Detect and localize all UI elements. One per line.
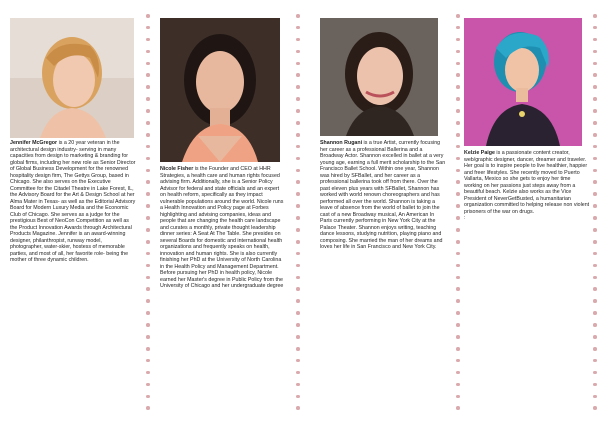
divider-dot <box>456 180 460 184</box>
divider-dot <box>593 121 597 125</box>
divider-dot <box>456 121 460 125</box>
divider-dot <box>593 383 597 387</box>
divider-dot <box>296 371 300 375</box>
divider-dot <box>146 228 150 232</box>
divider-dot <box>296 204 300 208</box>
divider-dot <box>593 406 597 410</box>
divider-dot <box>456 287 460 291</box>
divider-dot <box>593 192 597 196</box>
divider-dot <box>593 216 597 220</box>
bio-extra-kelzie: : <box>464 215 466 221</box>
divider-dot <box>296 26 300 30</box>
divider-dot <box>146 276 150 280</box>
divider-dot <box>456 62 460 66</box>
divider-dot <box>456 395 460 399</box>
divider-dot <box>146 38 150 42</box>
divider-dot <box>593 252 597 256</box>
divider-dot <box>593 38 597 42</box>
divider-dot <box>146 299 150 303</box>
divider-dot <box>146 192 150 196</box>
divider-dot <box>593 109 597 113</box>
divider-dot <box>146 62 150 66</box>
divider-dot <box>456 26 460 30</box>
divider-dot <box>593 395 597 399</box>
divider-dot <box>593 169 597 173</box>
divider-dot <box>593 62 597 66</box>
divider-dot <box>296 133 300 137</box>
divider-dot <box>456 157 460 161</box>
divider-dot <box>296 180 300 184</box>
divider-dot <box>456 38 460 42</box>
divider-dot <box>593 359 597 363</box>
divider-dot <box>146 157 150 161</box>
bio-text-kelzie: is a passionate content creator, web/graphic designer, dancer, dreamer and traveler. Her goal is to inspire people to live healthier, happier and freer lifestyles. She recently moved to Puerto Vallarta, Mexico so she gets to enjoy her time working on her passions just steps away from a beautiful beach. Kelzie also works as the Vice President of NeverGetBusted, a humanitarian organization committed to helping release non violent prisoners of the war on drugs. <box>464 150 590 215</box>
divider-dot <box>593 264 597 268</box>
divider-dot <box>296 97 300 101</box>
divider-dot <box>456 323 460 327</box>
divider-dot <box>146 73 150 77</box>
divider-dot <box>456 406 460 410</box>
bio-text-shannon: is a true Artist, currently focusing her career as a professional Ballerina and a Broadway Actor. Shannon excelled in ballet at a very young age, earning a full merit scholarship to the San Francisco Ballet School. Within one year, Shannon was hired by SFBallet, and her career as a professional ballerina took off from there. Over the past eleven plus years with SFBallet, Shannon has worked with world renown choreographers and has performed all over the world. Shannon is taking a leave of absence from the world of ballet to join the cast of a new Broadway musical, An American In Paris currently performing in New York City at the Palace Theater. Shannon enjoys writing, teaching dance lessons, studying nutrition, playing piano and composing. She married the man of her dreams and loves her life in San Francisco and New York City. <box>320 140 446 250</box>
divider-dot <box>296 287 300 291</box>
divider-dot <box>456 252 460 256</box>
divider-dot <box>456 299 460 303</box>
divider-dot <box>456 145 460 149</box>
divider-dot <box>146 204 150 208</box>
bio-jennifer-mcgregor <box>10 140 136 264</box>
divider-dot <box>456 240 460 244</box>
divider-dot <box>296 276 300 280</box>
divider-dot <box>146 97 150 101</box>
divider-dot <box>296 157 300 161</box>
divider-dot <box>146 50 150 54</box>
divider-dot <box>456 133 460 137</box>
divider-dot <box>593 180 597 184</box>
divider-dot <box>296 62 300 66</box>
divider-dot <box>146 133 150 137</box>
divider-dot <box>296 359 300 363</box>
divider-dot <box>296 216 300 220</box>
divider-dot <box>146 406 150 410</box>
divider-dot <box>146 264 150 268</box>
name-shannon-rugani: Shannon Rugani <box>320 140 363 146</box>
bio-nicole-fisher <box>160 166 286 290</box>
name-nicole-fisher: Nicole Fisher <box>160 166 194 172</box>
divider-dot <box>296 121 300 125</box>
divider-dot <box>593 73 597 77</box>
divider-dot <box>296 395 300 399</box>
divider-dot <box>593 26 597 30</box>
divider-dot <box>296 192 300 196</box>
divider-dot <box>296 85 300 89</box>
divider-dot <box>296 14 300 18</box>
divider-dot <box>146 371 150 375</box>
divider-dot <box>146 323 150 327</box>
divider-dot <box>456 97 460 101</box>
dotted-divider-3 <box>456 14 460 410</box>
divider-dot <box>456 264 460 268</box>
divider-dot <box>593 240 597 244</box>
divider-dot <box>593 228 597 232</box>
divider-dot <box>456 14 460 18</box>
divider-dot <box>593 335 597 339</box>
divider-dot <box>296 347 300 351</box>
divider-dot <box>146 121 150 125</box>
photo-kelzie-paige <box>464 18 582 146</box>
photo-nicole-fisher <box>160 18 280 162</box>
divider-dot <box>296 169 300 173</box>
divider-dot <box>456 347 460 351</box>
divider-dot <box>296 109 300 113</box>
divider-dot <box>593 311 597 315</box>
divider-dot <box>456 109 460 113</box>
divider-dot <box>456 204 460 208</box>
divider-dot <box>146 383 150 387</box>
divider-dot <box>593 85 597 89</box>
photo-jennifer-mcgregor <box>10 18 134 138</box>
divider-dot <box>593 145 597 149</box>
divider-dot <box>296 383 300 387</box>
divider-dot <box>296 50 300 54</box>
divider-dot <box>456 169 460 173</box>
divider-dot <box>593 14 597 18</box>
divider-dot <box>296 299 300 303</box>
divider-dot <box>593 347 597 351</box>
divider-dot <box>146 85 150 89</box>
divider-dot <box>456 73 460 77</box>
divider-dot <box>146 109 150 113</box>
divider-dot <box>456 371 460 375</box>
divider-dot <box>146 395 150 399</box>
divider-dot <box>593 133 597 137</box>
divider-dot <box>456 276 460 280</box>
divider-dot <box>146 180 150 184</box>
name-kelzie-paige: Kelzie Paige <box>464 150 495 156</box>
divider-dot <box>296 264 300 268</box>
divider-dot <box>593 299 597 303</box>
divider-dot <box>593 323 597 327</box>
bio-kelzie-paige <box>464 150 590 222</box>
divider-dot <box>593 276 597 280</box>
photo-shannon-rugani <box>320 18 438 136</box>
divider-dot <box>146 169 150 173</box>
divider-dot <box>456 216 460 220</box>
divider-dot <box>146 26 150 30</box>
divider-dot <box>593 97 597 101</box>
divider-dot <box>296 240 300 244</box>
divider-dot <box>296 38 300 42</box>
divider-dot <box>456 85 460 89</box>
bio-shannon-rugani <box>320 140 446 251</box>
divider-dot <box>296 145 300 149</box>
divider-dot <box>146 216 150 220</box>
divider-dot <box>456 192 460 196</box>
divider-dot <box>146 240 150 244</box>
divider-dot <box>146 347 150 351</box>
divider-dot <box>146 145 150 149</box>
divider-dot <box>296 323 300 327</box>
divider-dot <box>456 228 460 232</box>
divider-dot <box>593 371 597 375</box>
divider-dot <box>456 335 460 339</box>
divider-dot <box>296 406 300 410</box>
divider-dot <box>146 252 150 256</box>
divider-dot <box>296 335 300 339</box>
divider-dot <box>456 311 460 315</box>
dotted-divider-2 <box>296 14 300 410</box>
divider-dot <box>146 359 150 363</box>
divider-dot <box>296 311 300 315</box>
dotted-divider-1 <box>146 14 150 410</box>
divider-dot <box>146 335 150 339</box>
divider-dot <box>593 157 597 161</box>
divider-dot <box>146 311 150 315</box>
divider-dot <box>456 359 460 363</box>
name-jennifer-mcgregor: Jennifer McGregor <box>10 140 58 146</box>
divider-dot <box>146 287 150 291</box>
divider-dot <box>146 14 150 18</box>
bio-text-jennifer: is a 20 year veteran in the architectural design industry- serving in many capacities from design to marketing & branding for global firms, including her new role as Senior Director of Global Business Development for the renowned hospitality design firm, The Gettys Group, based in Chicago. She also serves on the Executive Committee for the Citadel Theatre in Lake Forest, IL, the Advisory Board for the Art & Design School at her Alma Mater in Texas- as well as the Editorial Advisory Board for Modern Luxury Media and the Economic Club of Chicago. She serves as a judge for the prestigious Best of NeoCon Competition as well as the Product Innovation Awards through Architectural Products Magazine. Jennifer is an award-winning designer, philanthropist, runway model, photographer, water-skier, hostess of memorable parties, and most of all, her favorite role- being the mother of three dynamic children. <box>10 140 136 263</box>
divider-dot <box>593 50 597 54</box>
divider-dot <box>296 228 300 232</box>
divider-dot <box>593 204 597 208</box>
divider-dot <box>593 287 597 291</box>
divider-dot <box>456 50 460 54</box>
divider-dot <box>296 252 300 256</box>
dotted-divider-right <box>593 14 597 410</box>
divider-dot <box>456 383 460 387</box>
bio-text-nicole: is the Founder and CEO at HHR Strategies, a health care and human rights focused advising firm. Additionally, she is a Senior Policy Advisor for federal and state officials and an expert on health reform, specifically as they impact vulnerable populations around the world. Nicole runs a Health Innovation and Policy page at Forbes highlighting and advising companies, ideas and people that are changing the health care landscape and curates a monthly, private thought leadership dinner series: A Seat At The Table. She presides on several Boards for domestic and international health organizations and frequently speaks on health, innovation and human rights. She is also currently finishing her PhD at the University of North Carolina in the Health Policy and Management Department. Before pursuing her PhD in health policy, Nicole earned her Master's degree in Public Policy from the University of Chicago and her undergraduate degree <box>160 166 284 289</box>
divider-dot <box>296 73 300 77</box>
